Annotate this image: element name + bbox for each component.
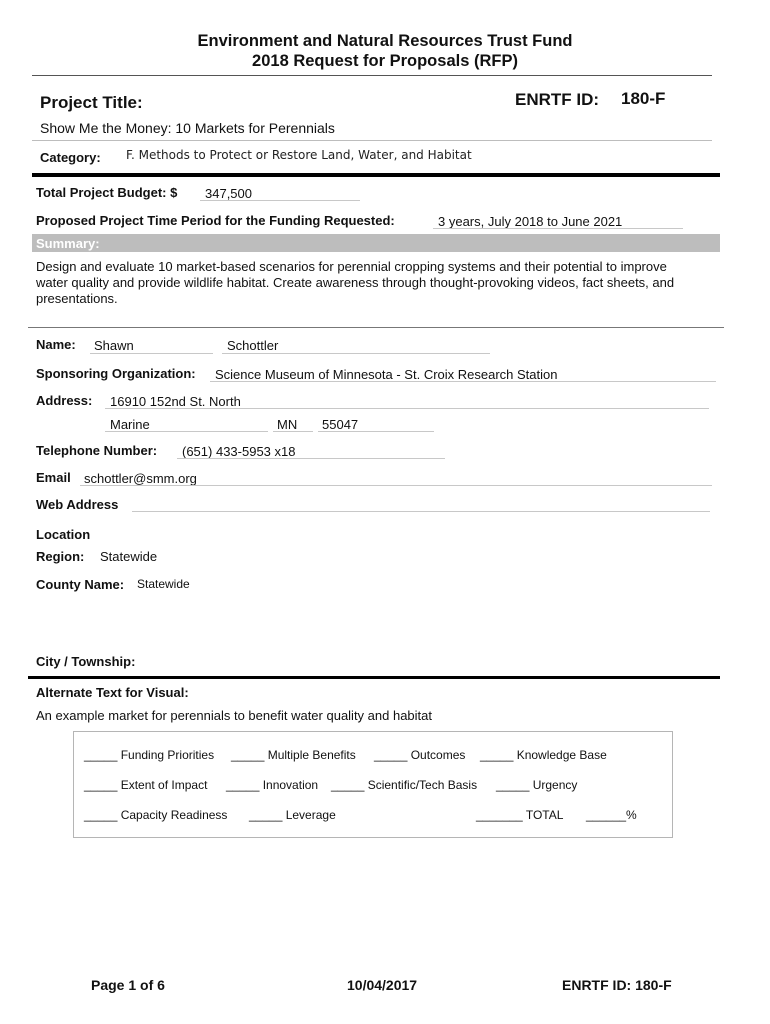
city-township-label: City / Township: xyxy=(36,654,136,669)
score-percent: ______% xyxy=(586,808,637,822)
first-name: Shawn xyxy=(94,338,134,353)
email-label: Email xyxy=(36,470,71,485)
enrtf-id-label: ENRTF ID: xyxy=(515,90,600,109)
category-label: Category: xyxy=(40,150,101,165)
document-title: Environment and Natural Resources Trust Fund xyxy=(197,32,573,50)
address-city-underline xyxy=(105,431,268,432)
score-funding-priorities: _____ Funding Priorities xyxy=(84,748,215,762)
score-capacity-readiness: _____ Capacity Readiness xyxy=(84,808,228,822)
address-street: 16910 152nd St. North xyxy=(110,394,241,409)
header-divider xyxy=(32,75,712,76)
document-subtitle: 2018 Request for Proposals (RFP) xyxy=(252,52,518,70)
score-innovation: _____ Innovation xyxy=(226,778,319,792)
address-label: Address: xyxy=(36,393,93,408)
address-zip-underline xyxy=(318,431,434,432)
address-state: MN xyxy=(277,417,298,432)
footer-date: 10/04/2017 xyxy=(347,977,418,993)
organization-label: Sponsoring Organization: xyxy=(36,366,196,381)
name-label: Name: xyxy=(36,337,76,352)
address-zip: 55047 xyxy=(322,417,359,432)
period-label: Proposed Project Time Period for the Funding Requested: xyxy=(36,213,395,228)
summary-line-2: water quality and provide wildlife habitat. Create awareness through thought-provoking videos, fact sheets, and xyxy=(36,275,675,290)
web-address-underline xyxy=(132,511,710,512)
email-underline xyxy=(80,485,712,486)
county-label: County Name: xyxy=(36,577,125,592)
budget-value: 347,500 xyxy=(205,186,252,201)
last-name-underline xyxy=(222,353,490,354)
budget-label: Total Project Budget: $ xyxy=(36,185,178,200)
phone-underline xyxy=(177,458,445,459)
summary-line-1: Design and evaluate 10 market-based scenarios for perennial cropping systems and their potential to improve xyxy=(36,259,667,274)
period-value: 3 years, July 2018 to June 2021 xyxy=(438,214,623,229)
alt-text-label: Alternate Text for Visual: xyxy=(36,685,189,700)
score-knowledge-base: _____ Knowledge Base xyxy=(480,748,607,762)
address-street-underline xyxy=(105,408,709,409)
location-heading: Location xyxy=(36,527,91,542)
project-title-value: Show Me the Money: 10 Markets for Perennials xyxy=(40,120,335,136)
phone-label: Telephone Number: xyxy=(36,443,158,458)
score-multiple-benefits: _____ Multiple Benefits xyxy=(231,748,356,762)
address-state-underline xyxy=(273,431,313,432)
section-rule-1 xyxy=(32,173,720,177)
first-name-underline xyxy=(90,353,213,354)
score-urgency: _____ Urgency xyxy=(496,778,578,792)
category-value: F. Methods to Protect or Restore Land, Water, and Habitat xyxy=(126,148,472,162)
summary-divider xyxy=(28,327,724,328)
budget-underline xyxy=(200,200,360,201)
region-value: Statewide xyxy=(100,549,158,564)
summary-label-bar xyxy=(32,234,720,252)
score-extent-of-impact: _____ Extent of Impact xyxy=(84,778,208,792)
address-city: Marine xyxy=(110,417,150,432)
footer-enrtf-id: ENRTF ID: 180-F xyxy=(562,977,672,993)
score-outcomes: _____ Outcomes xyxy=(374,748,466,762)
organization-value: Science Museum of Minnesota - St. Croix Research Station xyxy=(215,367,558,382)
email-value: schottler@smm.org xyxy=(84,471,197,486)
summary-label: Summary: xyxy=(36,236,100,251)
score-leverage: _____ Leverage xyxy=(249,808,336,822)
phone-value: (651) 433-5953 x18 xyxy=(182,444,296,459)
enrtf-id-value: 180-F xyxy=(621,89,666,108)
score-scientific-tech-basis: _____ Scientific/Tech Basis xyxy=(331,778,478,792)
region-label: Region: xyxy=(36,549,85,564)
summary-line-3: presentations. xyxy=(36,291,118,306)
organization-underline xyxy=(210,381,716,382)
last-name: Schottler xyxy=(227,338,279,353)
alt-text-value: An example market for perennials to benefit water quality and habitat xyxy=(36,708,433,723)
footer-page-number: Page 1 of 6 xyxy=(91,977,165,993)
section-rule-2 xyxy=(28,676,720,679)
title-divider xyxy=(32,140,712,141)
project-title-label: Project Title: xyxy=(40,93,143,112)
web-address-label: Web Address xyxy=(36,497,119,512)
county-value: Statewide xyxy=(137,577,190,591)
period-underline xyxy=(433,228,683,229)
score-total: _______ TOTAL xyxy=(476,808,564,822)
